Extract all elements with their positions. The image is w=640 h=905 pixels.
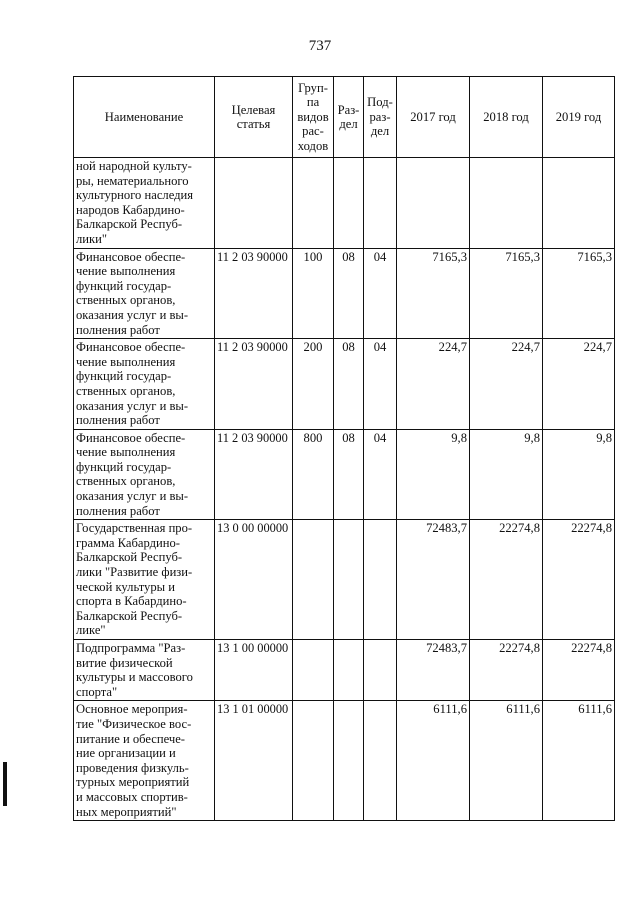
cell-name-line: чение выполнения <box>76 264 176 279</box>
cell-name-line: Финансовое обеспе- <box>76 249 186 264</box>
cell-name-line: чение выполнения <box>76 445 176 460</box>
cell-name <box>74 640 215 701</box>
cell-subsection <box>364 701 397 821</box>
cell-subsection: 04 <box>364 429 397 520</box>
cell-name <box>74 339 215 430</box>
cell-target-article: 11 2 03 90000 <box>215 339 293 430</box>
cell-name-line: Основное мероприя- <box>76 702 188 717</box>
cell-name <box>74 520 215 640</box>
table-header-row <box>74 77 615 158</box>
cell-subsection: 04 <box>364 248 397 339</box>
cell-name-line: культуры и массового <box>76 670 193 685</box>
cell-expense-group <box>293 640 334 701</box>
margin-scan-mark <box>3 762 7 806</box>
cell-name-line: Подпрограмма "Раз- <box>76 641 186 655</box>
cell-target-article <box>215 158 293 249</box>
cell-section <box>334 701 364 821</box>
cell-name-line: проведения физкуль- <box>76 760 189 775</box>
cell-name-line: ры, нематериального <box>76 173 189 188</box>
budget-table <box>73 76 615 821</box>
cell-year-2019: 6111,6 <box>543 701 615 821</box>
cell-target-article: 11 2 03 90000 <box>215 248 293 339</box>
cell-name <box>74 701 215 821</box>
cell-subsection: 04 <box>364 339 397 430</box>
cell-year-2019: 9,8 <box>543 429 615 520</box>
cell-name <box>74 248 215 339</box>
cell-expense-group: 200 <box>293 339 334 430</box>
cell-target-article: 13 0 00 00000 <box>215 520 293 640</box>
cell-year-2018: 22274,8 <box>470 640 543 701</box>
cell-year-2019: 22274,8 <box>543 520 615 640</box>
cell-name-line: ной народной культу- <box>76 159 192 173</box>
cell-year-2019: 22274,8 <box>543 640 615 701</box>
cell-name-line: полнения работ <box>76 503 160 518</box>
cell-section: 08 <box>334 339 364 430</box>
cell-name-line: Финансовое обеспе- <box>76 340 186 355</box>
header-subsection: Под- раз- дел <box>364 77 397 158</box>
cell-name-line: лике" <box>76 623 106 638</box>
cell-name-line: функций государ- <box>76 369 172 384</box>
cell-name-line: культурного наследия <box>76 188 194 203</box>
cell-name-line: ственных органов, <box>76 383 176 398</box>
cell-name-line: ственных органов, <box>76 474 176 489</box>
cell-name <box>74 158 215 249</box>
cell-name-line: тие "Физическое вос- <box>76 716 192 731</box>
cell-year-2019 <box>543 158 615 249</box>
table-row <box>74 158 615 249</box>
cell-name-line: функций государ- <box>76 459 172 474</box>
cell-target-article: 11 2 03 90000 <box>215 429 293 520</box>
cell-section: 08 <box>334 248 364 339</box>
header-year-2018: 2018 год <box>470 77 543 158</box>
cell-name-line: оказания услуг и вы- <box>76 398 189 413</box>
cell-section <box>334 640 364 701</box>
cell-name-line: Балкарской Респуб- <box>76 550 183 565</box>
cell-subsection <box>364 640 397 701</box>
cell-year-2018: 7165,3 <box>470 248 543 339</box>
cell-section: 08 <box>334 429 364 520</box>
cell-name-line: ных мероприятий" <box>76 804 177 819</box>
cell-name-line: турных мероприятий <box>76 775 190 790</box>
cell-expense-group <box>293 520 334 640</box>
cell-year-2017: 7165,3 <box>397 248 470 339</box>
cell-section <box>334 158 364 249</box>
table-row <box>74 520 615 640</box>
cell-name-line: Финансовое обеспе- <box>76 430 186 445</box>
header-target-article: Целевая статья <box>215 77 293 158</box>
cell-expense-group <box>293 701 334 821</box>
cell-expense-group: 800 <box>293 429 334 520</box>
cell-name-line: и массовых спортив- <box>76 789 188 804</box>
cell-expense-group <box>293 158 334 249</box>
cell-target-article: 13 1 00 00000 <box>215 640 293 701</box>
cell-name-line: оказания услуг и вы- <box>76 307 189 322</box>
cell-year-2017: 6111,6 <box>397 701 470 821</box>
cell-name-line: функций государ- <box>76 278 172 293</box>
cell-name-line: ние организации и <box>76 746 176 761</box>
cell-name-line: питание и обеспече- <box>76 731 185 746</box>
cell-name-line: Балкарской Респуб- <box>76 217 183 232</box>
header-section: Раз- дел <box>334 77 364 158</box>
cell-name-line: спорта" <box>76 684 118 699</box>
cell-year-2018 <box>470 158 543 249</box>
table-row <box>74 640 615 701</box>
cell-year-2018: 6111,6 <box>470 701 543 821</box>
header-year-2017: 2017 год <box>397 77 470 158</box>
cell-year-2017: 72483,7 <box>397 520 470 640</box>
table-row <box>74 429 615 520</box>
cell-name-line: витие физической <box>76 655 173 670</box>
cell-target-article: 13 1 01 00000 <box>215 701 293 821</box>
cell-name-line: народов Кабардино- <box>76 202 185 217</box>
cell-name-line: спорта в Кабардино- <box>76 594 187 609</box>
cell-name-line: грамма Кабардино- <box>76 535 180 550</box>
cell-section <box>334 520 364 640</box>
cell-name-line: ческой культуры и <box>76 579 176 594</box>
table-row <box>74 701 615 821</box>
cell-year-2017 <box>397 158 470 249</box>
cell-year-2018: 22274,8 <box>470 520 543 640</box>
cell-name-line: ственных органов, <box>76 293 176 308</box>
header-name: Наименование <box>74 77 215 158</box>
cell-year-2017: 9,8 <box>397 429 470 520</box>
cell-name-line: оказания услуг и вы- <box>76 489 189 504</box>
cell-year-2017: 224,7 <box>397 339 470 430</box>
cell-name-line: лики "Развитие физи- <box>76 565 193 580</box>
cell-name-line: полнения работ <box>76 413 160 428</box>
cell-name-line: Государственная про- <box>76 521 193 536</box>
cell-subsection <box>364 520 397 640</box>
header-expense-group: Груп- па видов рас- ходов <box>293 77 334 158</box>
table-row <box>74 339 615 430</box>
cell-year-2019: 7165,3 <box>543 248 615 339</box>
cell-name-line: чение выполнения <box>76 354 176 369</box>
cell-name-line: полнения работ <box>76 322 160 337</box>
cell-name-line: лики" <box>76 231 108 246</box>
header-year-2019: 2019 год <box>543 77 615 158</box>
cell-year-2017: 72483,7 <box>397 640 470 701</box>
cell-year-2018: 9,8 <box>470 429 543 520</box>
cell-year-2018: 224,7 <box>470 339 543 430</box>
cell-name-line: Балкарской Респуб- <box>76 608 183 623</box>
cell-year-2019: 224,7 <box>543 339 615 430</box>
cell-name <box>74 429 215 520</box>
cell-subsection <box>364 158 397 249</box>
table-row <box>74 248 615 339</box>
cell-expense-group: 100 <box>293 248 334 339</box>
page-number: 737 <box>308 38 332 54</box>
